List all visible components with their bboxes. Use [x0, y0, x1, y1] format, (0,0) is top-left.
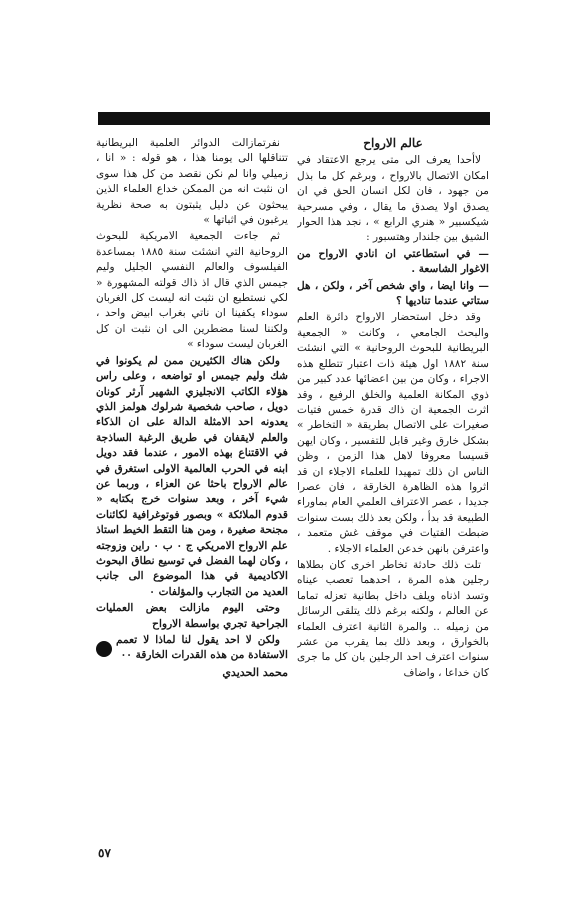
dialogue-line: — في استطاعتي ان انادي الارواح من الاغوار الشاسعة . — [297, 247, 489, 276]
paragraph: نفرتمازالت الدوائر العلمية البريطانية تتناقلها الى يومنا هذا ، هو قوله : « انا ، زميلي وانا لم نكن نقصد من كل هذا سوى ان نثبت انه من الممكن خداع العلماء الذين يبحثون عن دليل يثبتون به صحة نظرية يرغبون في اثباتها » — [96, 137, 288, 227]
dialogue-line: — وانا ايضا ، واي شخص آخر ، ولكن ، هل ستاتي عندما تناديها ؟ — [297, 279, 489, 308]
article-column-left — [96, 136, 288, 796]
paragraph-bold: وحتى اليوم مازالت بعض العمليات الجراحية تجري بواسطة الارواح — [96, 602, 288, 630]
author-name: محمد الحديدي — [222, 665, 288, 679]
page-number: ٥٧ — [98, 846, 111, 860]
closing-row — [96, 633, 288, 665]
paragraph: لاأحدا يعرف الى متى يرجع الاعتقاد في امكان الاتصال بالارواح ، وبرغم كل ما بذل من جهود ، فان لكل انسان الحق في ان يصدق اولا يصدق ما يقال ، وفي مسرحية شيكسبير « هنري الرابع » ، نجد هذا الحوار الشيق بين جلندار وهتسبور : — [297, 154, 489, 244]
end-mark-icon — [96, 641, 112, 657]
paragraph: تلت ذلك حادثة تخاطر اخرى كان بطلاها رجلين هذه المرة ، احدهما تعصب عيناه وتسد اذناه ويلف داخل بطانية تعزله تماما عن العالم ، ولكنه برغم ذلك يتلقى الرسائل من زميله .. والمرة الثانية اعترف العلماء بالخوارق ، وبعد ذلك بما يقرب من عشر سنوات اعترف احد الرجلين بان كل ما جرى كان خداعا ، واضاف — [297, 558, 489, 679]
paragraph: ثم جاءت الجمعية الامريكية للبحوث الروحانية التي انشئت سنة ١٨٨٥ بمساعدة الفيلسوف والعالم النفسي الجليل وليم جيمس الذي قال اذ ذاك قولته المشهورة « لكي نستطيع ان نثبت انه ليست كل الغربان سوداء يكفينا ان ناتي بغراب ابيض واحد ، ولكننا لسنا مضطرين الى ان نثبت ان كل الغربان ليست سوداء » — [96, 230, 288, 351]
closing-text: ولكن لا احد يقول لنا لماذا لا تعمم الاستفادة من هذه القدرات الخارقة ٠٠ — [116, 634, 288, 662]
paragraph-bold: ولكن هناك الكثيرين ممن لم يكونوا في شك وليم جيمس او تواضعه ، وعلى راس هؤلاء الكاتب الانجليزي الشهير آرثر كونان دويل ، صاحب شخصية شرلوك هولمز الذي يعدونه احد الامثلة الدالة على ان الذكاء والعلم لايقفان في طريق الرغبة الساذجة في الاقتناع بهذه الامور ، عندما فقد دويل ابنه في الحرب العالمية الاولى استغرق في عالم الارواح باحثا عن العزاء ، وربما عن شيء آخر ، وبعد سنوات خرج بكتابه « قدوم الملائكة » وبصور فوتوغرافية لكائنات مجنحة صغيرة ، ومن هنا التقط الخيط استاذ علم الارواح الامريكي ج ٠ ب ٠ راين وزوجته ، وكان لهما الفضل في توسيع نطاق البحوث الاكاديمية في هذا الموضوع الى جانب العديد من التجارب والمؤلفات ٠ — [96, 354, 288, 598]
paragraph: وقد دخل استحضار الارواح دائرة العلم والبحث الجامعي ، وكانت « الجمعية البريطانية للبحوث الروحانية » التي انشئت سنة ١٨٨٢ اول هيئة ذات اعتبار تتطلع هذه الاجراء ، وكان من بين اعضائها عدد كبير من ذوي المكانة العلمية والخلق الرفيع ، وقد اثرت الجمعية ان ذاك قدرة خمس فتيات صغيرات على الاتصال بطريقة « التخاطر » بشكل خارق وغير قابل للتفسير ، وكان ايهن قسيسا معروفا لاهل هذا الزمن ، وظن الناس ان ذلك تمهيدا للعلماء الاجلاء ان قد اثروا هذه الظاهرة الخارقة ، فان عصرا جديدا ، عصر الاعتراف العلمي العام بماوراء الطبيعة قد بدأ ، ولكن بعد ذلك بست سنوات ضبطت الفتيات في موقف غش متعمد ، واعترفن بانهن خدعن العلماء الاجلاء . — [297, 311, 489, 555]
article-column-right — [297, 136, 489, 836]
header-rule — [98, 112, 490, 125]
article-title: عالم الارواح — [363, 136, 423, 150]
